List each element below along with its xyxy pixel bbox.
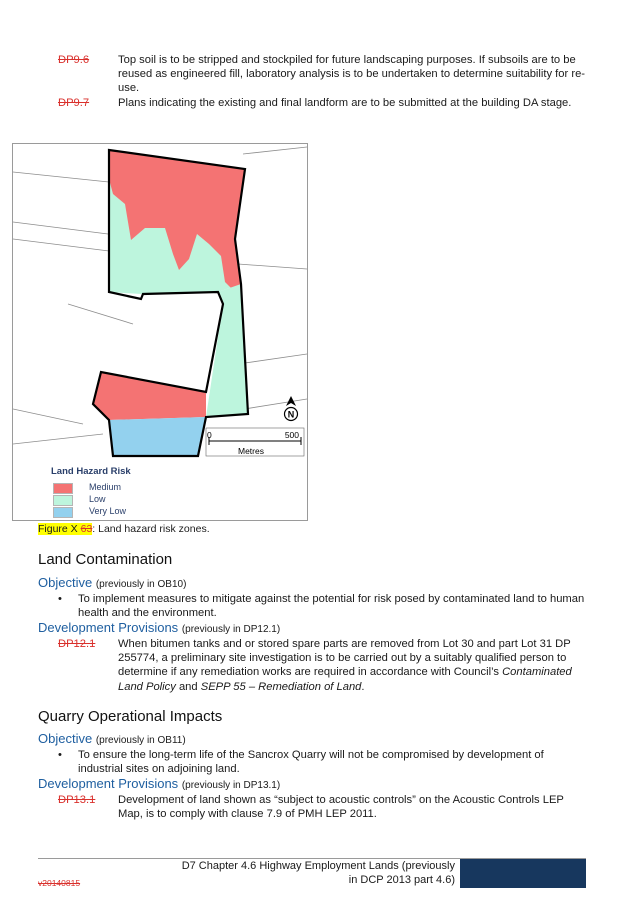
legend-title: Land Hazard Risk	[51, 466, 131, 477]
provision-text-part: .	[361, 680, 365, 693]
scale-start: 0	[207, 430, 212, 440]
provision-text	[118, 637, 588, 694]
scale-end: 500	[284, 430, 299, 440]
bullet-icon: •	[58, 593, 62, 605]
provision-code: DP9.6	[58, 54, 90, 66]
legend-label: Low	[89, 494, 106, 504]
zone-medium	[93, 372, 206, 420]
provisions-note: (previously in DP12.1)	[181, 624, 281, 635]
figure-prefix: Figure X	[38, 523, 78, 535]
legend-swatch	[53, 495, 73, 506]
caption-text: : Land hazard risk zones.	[92, 523, 210, 535]
provision-text: Top soil is to be stripped and stockpiled for future landscaping purposes. If subsoils are to be reused as engineered fill, laboratory analysis is to be undertaken to determine suitability for re-use.	[118, 54, 586, 95]
footer-version: v20140815	[38, 878, 81, 888]
footer-title-line: D7 Chapter 4.6 Highway Employment Lands (previously	[181, 860, 455, 872]
sepp-reference: SEPP 55 – Remediation of Land	[200, 680, 362, 693]
north-label: N	[287, 409, 295, 420]
provisions-heading	[38, 620, 280, 635]
provision-dp9-6	[58, 53, 588, 96]
objective-note: (previously in OB10)	[95, 579, 187, 590]
section-heading-contamination: Land Contamination	[38, 551, 173, 568]
land-hazard-map	[12, 143, 308, 521]
provisions-label: Development Provisions	[38, 620, 179, 635]
objective-label: Objective	[38, 575, 93, 590]
objective-text: To implement measures to mitigate against the potential for risk posed by contaminated land to human health and the environment.	[78, 593, 585, 620]
scale-bar	[206, 428, 304, 456]
provision-code: DP9.7	[58, 97, 90, 109]
provisions-note: (previously in DP13.1)	[181, 780, 281, 791]
objective-heading	[38, 575, 186, 590]
provision-code: DP13.1	[58, 794, 96, 806]
provision-text: Plans indicating the existing and final landform are to be submitted at the building DA stage.	[118, 97, 572, 109]
provision-text-part: and	[175, 680, 201, 693]
scale-unit: Metres	[238, 446, 264, 456]
section-heading-quarry: Quarry Operational Impacts	[38, 708, 223, 725]
objective-note: (previously in OB11)	[95, 735, 186, 746]
policy-reference: Contaminated Land Policy	[118, 666, 572, 693]
bullet-icon: •	[58, 749, 62, 761]
footer-title-line: in DCP 2013 part 4.6)	[348, 873, 455, 886]
provision-text: Development of land shown as “subject to acoustic controls” on the Acoustic Controls LEP Map, is to comply with clause 7.9 of PMH LEP 2011.	[118, 794, 564, 821]
legend-label: Very Low	[89, 506, 127, 516]
objective-label: Objective	[38, 731, 93, 746]
footer-title	[150, 860, 455, 887]
provision-code: DP12.1	[58, 638, 96, 650]
legend-swatch	[53, 483, 73, 494]
zone-very-low	[109, 417, 206, 456]
legend-swatch	[53, 507, 73, 518]
provision-dp12-1	[58, 637, 588, 694]
objective-bullet	[58, 748, 590, 776]
objective-bullet	[58, 592, 590, 620]
provisions-heading	[38, 776, 280, 791]
figure-caption	[38, 523, 210, 535]
provision-dp13-1	[58, 793, 588, 821]
footer-color-block	[460, 859, 586, 888]
map-graphic	[13, 144, 307, 520]
provision-dp9-7	[58, 96, 588, 110]
legend-label: Medium	[89, 482, 122, 492]
objective-text: To ensure the long-term life of the Sancrox Quarry will not be compromised by development of industrial sites on adjoining land.	[78, 749, 544, 776]
objective-heading	[38, 731, 186, 746]
provisions-label: Development Provisions	[38, 776, 179, 791]
provision-text-part: When bitumen tanks and or stored spare parts are removed from Lot 30 and part Lot 31 DP 255774, a preliminary site investigation is to be carried out by a suitably qualified person to determine if any remediation works are required in accordance with Council’s	[118, 638, 571, 679]
north-arrow-icon	[285, 396, 298, 421]
figure-struck-number: 63	[80, 523, 93, 535]
